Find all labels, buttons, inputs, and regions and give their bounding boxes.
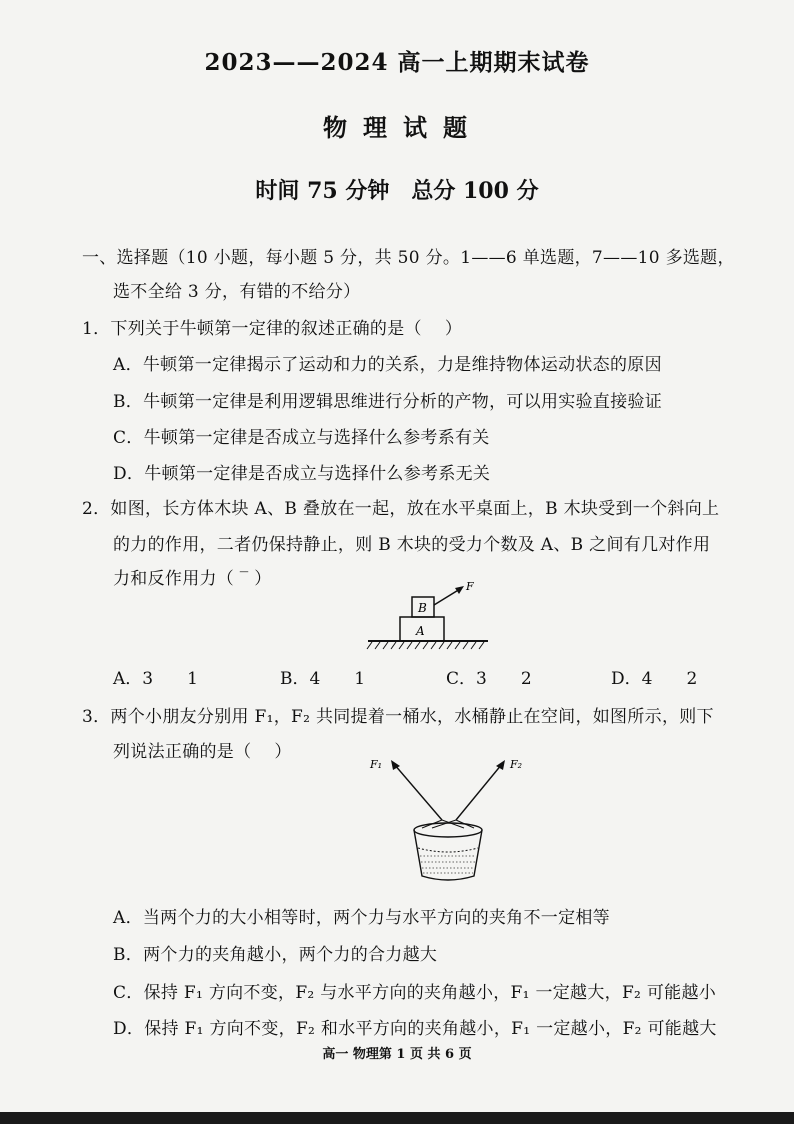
block-b-label: B — [418, 601, 427, 615]
force-label: F — [466, 580, 474, 593]
section-heading-line2: 选不全给 3 分，有错的不给分） — [113, 282, 361, 302]
q3-option-a: A．当两个力的大小相等时，两个力与水平方向的夹角不一定相等 — [113, 908, 610, 928]
bucket-rim — [414, 823, 482, 837]
page-footer: 高一 物理第 1 页 共 6 页 — [322, 1047, 472, 1062]
q1-option-b: B．牛顿第一定律是利用逻辑思维进行分析的产物，可以用实验直接验证 — [113, 392, 663, 412]
section-heading-line1: 一、选择题（10 小题，每小题 5 分，共 50 分。1——6 单选题，7——10 多选题， — [82, 248, 735, 268]
q2-option-a: A．3 1 — [113, 669, 198, 689]
q2-stem-line1: 2．如图，长方体木块 A、B 叠放在一起，放在水平桌面上，B 木块受到一个斜向上 — [82, 499, 720, 519]
q1-option-d: D．牛顿第一定律是否成立与选择什么参考系无关 — [113, 464, 491, 484]
f1-arrow-line — [394, 764, 442, 820]
q2-option-b: B．4 1 — [280, 669, 366, 689]
q3-stem-line2: 列说法正确的是（ ） — [113, 742, 292, 762]
q3-bucket-figure — [360, 752, 540, 886]
table-hatching — [367, 642, 484, 649]
q1-stem: 1．下列关于牛顿第一定律的叙述正确的是（ ） — [82, 319, 463, 339]
water-surface — [418, 848, 478, 852]
f1-label: F₁ — [370, 758, 383, 771]
block-a-label: A — [416, 624, 425, 638]
f2-arrow-head — [496, 760, 505, 770]
q2-blocks-figure — [360, 576, 500, 652]
subject-title: 物理试题 — [323, 113, 483, 142]
scan-edge — [0, 1112, 794, 1124]
f2-label: F₂ — [510, 758, 523, 771]
force-arrow-line — [434, 589, 460, 605]
q2-stem-line2: 的力的作用，二者仍保持静止，则 B 木块的受力个数及 A、B 之间有几对作用 — [113, 535, 711, 555]
q3-option-b: B．两个力的夹角越小，两个力的合力越大 — [113, 945, 438, 965]
force-arrow-head — [455, 586, 464, 594]
f2-arrow-line — [456, 764, 502, 820]
exam-title: 2023——2024 高一上期期末试卷 — [204, 49, 590, 76]
water-pattern — [420, 856, 476, 873]
q1-option-a: A．牛顿第一定律揭示了运动和力的关系，力是维持物体运动状态的原因 — [113, 355, 662, 375]
q2-option-d: D．4 2 — [611, 669, 698, 689]
q2-option-c: C．3 2 — [446, 669, 532, 689]
exam-meta: 时间 75 分钟 总分 100 分 — [255, 178, 539, 204]
q3-option-c: C．保持 F₁ 方向不变，F₂ 与水平方向的夹角越小，F₁ 一定越大，F₂ 可能越小 — [113, 983, 717, 1003]
q3-option-d: D．保持 F₁ 方向不变，F₂ 和水平方向的夹角越小，F₁ 一定越小，F₂ 可能越大 — [113, 1019, 717, 1039]
q3-stem-line1: 3．两个小朋友分别用 F₁，F₂ 共同提着一桶水，水桶静止在空间，如图所示，则下 — [82, 707, 714, 727]
q1-option-c: C．牛顿第一定律是否成立与选择什么参考系有关 — [113, 428, 490, 448]
q2-stem-line3: 力和反作用力（ ‾ ） — [113, 569, 272, 589]
